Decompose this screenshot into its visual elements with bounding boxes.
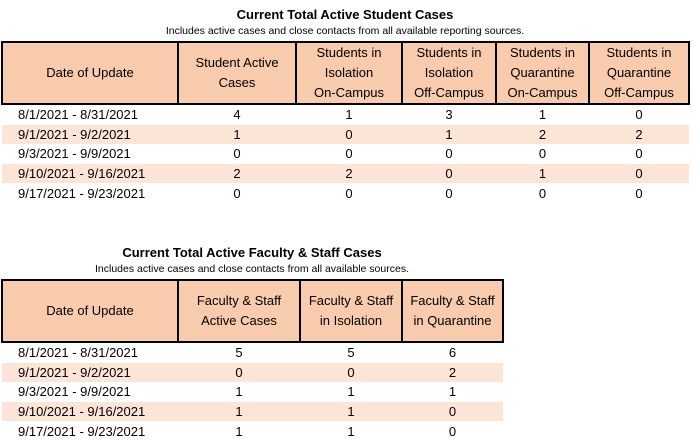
value-cell: 0 <box>589 164 689 184</box>
value-cell: 1 <box>347 384 355 400</box>
student-cases-title: Current Total Active Student Cases <box>236 7 454 22</box>
value-cell: 0 <box>402 164 496 184</box>
table-row <box>2 183 689 203</box>
header-line: Faculty & Staff <box>410 293 495 308</box>
table-row <box>2 382 503 402</box>
table-row <box>2 363 503 383</box>
faculty-cases-title: Current Total Active Faculty & Staff Cases <box>122 245 382 260</box>
header-faculty-active-cases <box>178 280 300 342</box>
value-cell: 0 <box>233 185 241 201</box>
date-cell: 9/10/2021 - 9/16/2021 <box>2 402 178 422</box>
header-faculty-quarantine <box>402 280 503 342</box>
table-row <box>2 421 503 441</box>
value-cell: 0 <box>538 146 547 162</box>
value-cell: 1 <box>235 423 243 439</box>
header-student-active-cases <box>178 42 296 104</box>
date-cell: 8/1/2021 - 8/31/2021 <box>18 107 138 123</box>
header-line: Off-Campus <box>604 85 674 100</box>
value-cell: 5 <box>347 345 355 361</box>
student-cases-subtitle: Includes active cases and close contacts from all available reporting sources. <box>165 25 525 37</box>
header-line: Students in <box>316 45 382 60</box>
value-cell: 1 <box>402 125 496 145</box>
header-line: Isolation <box>424 65 474 80</box>
value-cell: 6 <box>448 345 457 361</box>
header-line: On-Campus <box>507 85 578 100</box>
header-line: Date of Update <box>46 65 134 80</box>
table-row <box>2 342 503 363</box>
header-faculty-isolation <box>300 280 402 342</box>
value-cell: 1 <box>345 107 353 123</box>
value-cell: 5 <box>235 345 243 361</box>
value-cell: 0 <box>296 125 402 145</box>
value-cell: 0 <box>635 107 643 123</box>
student-cases-table <box>1 41 690 203</box>
table-row <box>2 164 689 184</box>
faculty-cases-subtitle: Includes active cases and close contacts from all available sources. <box>95 263 409 275</box>
header-line: Active Cases <box>201 313 277 328</box>
table-row <box>2 144 689 164</box>
value-cell: 0 <box>538 185 547 201</box>
header-line: Quarantine <box>510 65 575 80</box>
header-line: Off-Campus <box>414 85 484 100</box>
header-line: Faculty & Staff <box>196 293 282 308</box>
header-line: Faculty & Staff <box>308 293 394 308</box>
header-line: Students in <box>606 45 672 60</box>
value-cell: 0 <box>445 185 453 201</box>
header-line: Quarantine <box>606 65 672 80</box>
value-cell: 1 <box>178 402 300 422</box>
value-cell: 2 <box>296 164 402 184</box>
header-line: Students in <box>416 45 482 60</box>
header-line: Student Active <box>195 55 279 70</box>
header-line: On-Campus <box>313 85 385 100</box>
header-line: in Isolation <box>319 313 383 328</box>
faculty-cases-table <box>1 279 504 441</box>
header-quarantine-on-campus <box>496 42 589 104</box>
value-cell: 0 <box>635 185 643 201</box>
header-date-of-update <box>2 280 178 342</box>
date-cell: 9/10/2021 - 9/16/2021 <box>2 164 178 184</box>
value-cell: 0 <box>402 402 503 422</box>
value-cell: 2 <box>496 125 589 145</box>
date-cell: 8/1/2021 - 8/31/2021 <box>18 345 138 361</box>
value-cell: 4 <box>233 107 241 123</box>
faculty-header-row <box>2 280 503 342</box>
value-cell: 1 <box>300 402 402 422</box>
header-line: Isolation <box>324 65 374 80</box>
value-cell: 0 <box>445 146 453 162</box>
date-cell: 9/1/2021 - 9/2/2021 <box>2 125 178 145</box>
value-cell: 0 <box>345 185 353 201</box>
header-date-of-update <box>2 42 178 104</box>
date-cell: 9/17/2021 - 9/23/2021 <box>18 185 146 201</box>
header-line: Date of Update <box>46 303 134 318</box>
value-cell: 1 <box>448 384 457 400</box>
value-cell: 0 <box>345 146 353 162</box>
date-cell: 9/3/2021 - 9/9/2021 <box>18 146 131 162</box>
date-cell: 9/17/2021 - 9/23/2021 <box>18 423 146 439</box>
student-header-row <box>2 42 689 104</box>
value-cell: 1 <box>347 423 355 439</box>
value-cell: 0 <box>300 363 402 383</box>
header-line: Cases <box>218 75 256 90</box>
value-cell: 0 <box>448 423 457 439</box>
table-row <box>2 402 503 422</box>
value-cell: 3 <box>445 107 453 123</box>
header-quarantine-off-campus <box>589 42 689 104</box>
value-cell: 2 <box>178 164 296 184</box>
value-cell: 2 <box>589 125 689 145</box>
date-cell: 9/3/2021 - 9/9/2021 <box>18 384 131 400</box>
header-isolation-on-campus <box>296 42 402 104</box>
header-isolation-off-campus <box>402 42 496 104</box>
header-line: in Quarantine <box>413 313 492 328</box>
value-cell: 1 <box>538 107 547 123</box>
value-cell: 0 <box>233 146 241 162</box>
value-cell: 2 <box>402 363 503 383</box>
table-row <box>2 125 689 145</box>
value-cell: 1 <box>235 384 243 400</box>
value-cell: 0 <box>635 146 643 162</box>
table-row <box>2 104 689 125</box>
header-line: Students in <box>509 45 576 60</box>
value-cell: 1 <box>178 125 296 145</box>
value-cell: 0 <box>178 363 300 383</box>
date-cell: 9/1/2021 - 9/2/2021 <box>2 363 178 383</box>
value-cell: 1 <box>496 164 589 184</box>
